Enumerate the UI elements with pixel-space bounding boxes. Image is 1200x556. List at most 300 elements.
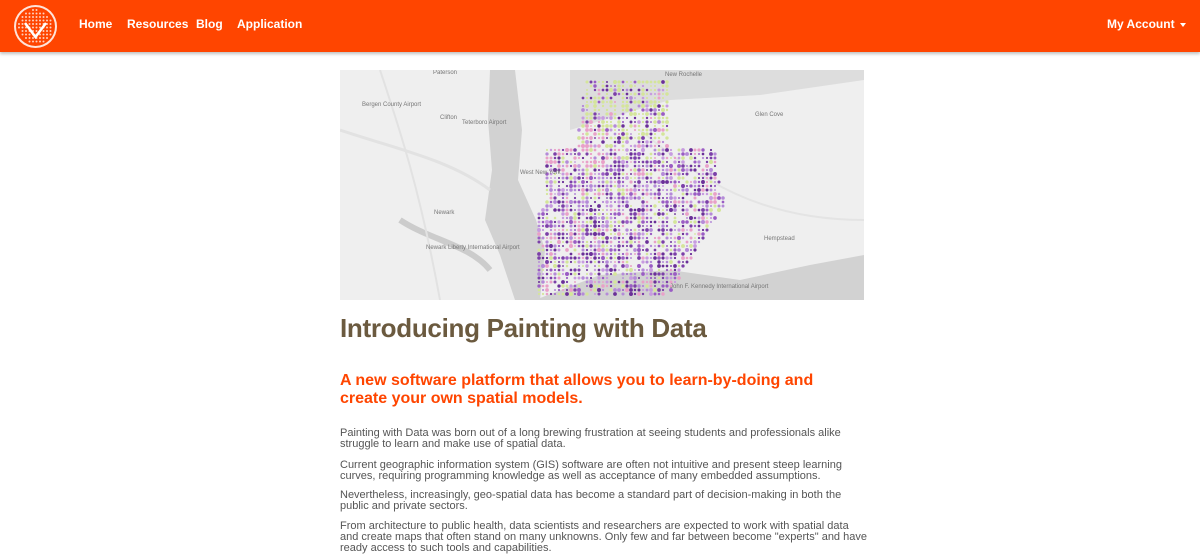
heatmap-dot <box>661 224 664 227</box>
heatmap-dot <box>686 233 689 236</box>
heatmap-dot <box>574 193 576 195</box>
heatmap-dot <box>598 177 601 180</box>
heatmap-dot <box>581 180 585 184</box>
heatmap-dot <box>633 236 636 239</box>
heatmap-dot <box>709 160 713 164</box>
heatmap-dot <box>653 212 656 215</box>
heatmap-dot <box>678 157 681 160</box>
heatmap-dot <box>694 237 696 239</box>
heatmap-dot <box>642 117 644 119</box>
heatmap-dot <box>621 124 624 127</box>
heatmap-dot <box>625 264 629 268</box>
heatmap-dot <box>598 237 600 239</box>
heatmap-dot <box>585 256 588 259</box>
heatmap-dot <box>562 289 564 291</box>
heatmap-dot <box>581 200 584 203</box>
heatmap-dot <box>650 181 653 184</box>
heatmap-dot <box>678 205 680 207</box>
heatmap-dot <box>598 185 601 188</box>
heatmap-dot <box>582 205 584 207</box>
heatmap-dot <box>573 248 576 251</box>
heatmap-dot <box>645 260 648 263</box>
heatmap-dot <box>601 96 604 99</box>
heatmap-dot <box>614 109 616 111</box>
heatmap-dot <box>570 165 572 167</box>
heatmap-dot <box>621 292 624 295</box>
heatmap-dot <box>542 257 545 260</box>
heatmap-dot <box>601 232 605 236</box>
heatmap-dot <box>645 228 649 232</box>
heatmap-dot <box>590 181 593 184</box>
heatmap-dot <box>662 125 664 127</box>
heatmap-dot <box>650 205 652 207</box>
heatmap-dot <box>677 176 681 180</box>
heatmap-dot <box>654 249 657 252</box>
heatmap-dot <box>682 177 685 180</box>
heatmap-dot <box>574 293 576 295</box>
heatmap-dot <box>641 232 644 235</box>
heatmap-dot <box>641 144 645 148</box>
heatmap-dot <box>706 169 708 171</box>
heatmap-dot <box>702 185 704 187</box>
heatmap-dot <box>677 164 681 168</box>
heatmap-dot <box>657 104 661 108</box>
my-account-label: My Account <box>1107 17 1175 31</box>
heatmap-dot <box>645 120 648 123</box>
heatmap-dot <box>562 265 564 267</box>
heatmap-dot <box>578 173 580 175</box>
heatmap-dot <box>606 205 609 208</box>
heatmap-dot <box>594 177 596 179</box>
heatmap-dot <box>626 197 629 200</box>
heatmap-dot <box>665 84 668 87</box>
heatmap-dot <box>601 156 605 160</box>
heatmap-dot <box>630 177 632 179</box>
heatmap-dot <box>593 228 597 232</box>
heatmap-dot <box>638 241 641 244</box>
heatmap-dot <box>546 193 548 195</box>
heatmap-dot <box>722 201 725 204</box>
heatmap-dot <box>602 81 604 83</box>
heatmap-dot <box>606 109 608 111</box>
heatmap-dot <box>662 121 665 124</box>
heatmap-dot <box>677 236 681 240</box>
heatmap-dot <box>589 120 593 124</box>
heatmap-dot <box>686 217 688 219</box>
heatmap-dot <box>578 169 581 172</box>
heatmap-dot <box>658 277 660 279</box>
heatmap-dot <box>553 272 556 275</box>
top-navbar <box>0 0 1200 52</box>
heatmap-dot <box>630 221 633 224</box>
heatmap-dot <box>650 285 653 288</box>
heatmap-dot <box>642 197 644 199</box>
heatmap-dot <box>614 209 616 211</box>
heatmap-dot <box>601 116 605 120</box>
heatmap-dot <box>714 185 716 187</box>
heatmap-dot <box>609 204 612 207</box>
heatmap-dot <box>581 172 584 175</box>
heatmap-dot <box>673 188 676 191</box>
heatmap-dot <box>550 165 552 167</box>
heatmap-dot <box>713 176 716 179</box>
heatmap-dot <box>574 197 576 199</box>
heatmap-dot <box>622 93 624 95</box>
heatmap-dot <box>713 204 716 207</box>
heatmap-dot <box>646 97 648 99</box>
heatmap-dot <box>642 189 645 192</box>
heatmap-dot <box>625 288 629 292</box>
heatmap-dot <box>646 173 649 176</box>
heatmap-dot <box>678 161 680 163</box>
heatmap-dot <box>565 272 569 276</box>
heatmap-dot <box>670 253 673 256</box>
heatmap-dot <box>694 185 697 188</box>
heatmap-dot <box>545 200 549 204</box>
heatmap-dot <box>637 172 641 176</box>
heatmap-dot <box>658 217 660 219</box>
heatmap-dot <box>565 148 569 152</box>
heatmap-dot <box>581 188 585 192</box>
heatmap-dot <box>626 117 628 119</box>
heatmap-dot <box>666 281 669 284</box>
heatmap-dot <box>605 144 609 148</box>
heatmap-dot <box>546 185 548 187</box>
heatmap-dot <box>682 205 684 207</box>
heatmap-dot <box>622 81 625 84</box>
heatmap-dot <box>610 229 613 232</box>
heatmap-dot <box>598 261 601 264</box>
heatmap-dot <box>606 185 609 188</box>
heatmap-dot <box>661 256 664 259</box>
heatmap-dot <box>573 272 576 275</box>
heatmap-dot <box>666 225 668 227</box>
heatmap-dot <box>642 293 644 295</box>
heatmap-dot <box>570 253 573 256</box>
heatmap-dot <box>698 173 700 175</box>
heatmap-dot <box>542 225 544 227</box>
heatmap-dot <box>654 241 657 244</box>
heatmap-dot <box>549 160 553 164</box>
heatmap-dot <box>605 156 608 159</box>
heatmap-dot <box>654 81 657 84</box>
heatmap-dot <box>601 248 605 252</box>
heatmap-dot <box>638 269 640 271</box>
heatmap-dot <box>569 200 573 204</box>
heatmap-dot <box>613 280 617 284</box>
heatmap-dot <box>617 232 621 236</box>
heatmap-dot <box>601 284 604 287</box>
heatmap-dot <box>645 176 648 179</box>
heatmap-dot <box>661 284 664 287</box>
heatmap-dot <box>558 237 561 240</box>
heatmap-dot <box>566 221 568 223</box>
heatmap-dot <box>545 204 548 207</box>
heatmap-dot <box>666 189 668 191</box>
heatmap-dot <box>645 256 648 259</box>
heatmap-dot <box>618 241 620 243</box>
heatmap-dot <box>537 272 541 276</box>
heatmap-dot <box>618 129 620 131</box>
heatmap-dot <box>618 205 621 208</box>
heatmap-dot <box>646 189 649 192</box>
heatmap-dot <box>689 236 692 239</box>
heatmap-dot <box>717 204 720 207</box>
heatmap-dot <box>641 204 644 207</box>
heatmap-dot <box>582 133 584 135</box>
heatmap-dot <box>621 128 624 131</box>
heatmap-dot <box>610 281 612 283</box>
heatmap-dot <box>542 221 545 224</box>
heatmap-dot <box>581 232 584 235</box>
heatmap-dot <box>602 193 605 196</box>
heatmap-dot <box>645 192 648 195</box>
heatmap-dot <box>697 160 700 163</box>
heatmap-dot <box>646 117 648 119</box>
heatmap-dot <box>589 136 593 140</box>
heatmap-dot <box>614 105 617 108</box>
heatmap-dot <box>550 293 552 295</box>
heatmap-dot <box>681 184 685 188</box>
nav-home-link[interactable]: Home <box>79 17 113 31</box>
heatmap-dot <box>630 149 632 151</box>
heatmap-dot <box>714 157 717 160</box>
heatmap-dot <box>637 244 640 247</box>
heatmap-dot <box>606 101 608 103</box>
heatmap-dot <box>630 145 632 147</box>
heatmap-dot <box>633 212 637 216</box>
heatmap-dot <box>686 229 688 231</box>
heatmap-dot <box>585 120 588 123</box>
heatmap-dot <box>578 209 581 212</box>
map-label: Hempstead <box>764 236 795 242</box>
heatmap-dot <box>597 276 600 279</box>
heatmap-dot <box>637 224 641 228</box>
heatmap-dot <box>545 232 549 236</box>
heatmap-dot <box>670 201 672 203</box>
heatmap-dot <box>597 144 601 148</box>
heatmap-dot <box>625 228 628 231</box>
heatmap-dot <box>614 145 617 148</box>
heatmap-dot <box>546 253 548 255</box>
heatmap-dot <box>586 161 589 164</box>
heatmap-dot <box>542 285 545 288</box>
heatmap-dot <box>586 241 589 244</box>
heatmap-dot <box>554 269 556 271</box>
heatmap-dot <box>654 293 657 296</box>
heatmap-dot <box>662 85 665 88</box>
heatmap-dot <box>646 169 648 171</box>
heatmap-dot <box>582 161 584 163</box>
heatmap-dot <box>685 248 689 252</box>
heatmap-dot <box>581 108 585 112</box>
heatmap-dot <box>622 245 624 247</box>
heatmap-dot <box>637 100 641 104</box>
heatmap-dot <box>557 272 560 275</box>
heatmap-dot <box>654 157 656 159</box>
heatmap-dot <box>654 221 657 224</box>
heatmap-dot <box>622 289 624 291</box>
heatmap-dot <box>562 153 565 156</box>
heatmap-dot <box>549 188 553 192</box>
heatmap-dot <box>537 212 540 215</box>
heatmap-dot <box>590 257 592 259</box>
heatmap-dot <box>637 252 640 255</box>
heatmap-dot <box>654 253 656 255</box>
heatmap-dot <box>686 257 689 260</box>
heatmap-dot <box>650 233 652 235</box>
heatmap-dot <box>549 204 553 208</box>
heatmap-dot <box>681 228 685 232</box>
heatmap-dot <box>657 288 661 292</box>
heatmap-dot <box>582 121 585 124</box>
heatmap-dot <box>582 249 585 252</box>
heatmap-dot <box>634 117 636 119</box>
heatmap-dot <box>590 85 593 88</box>
heatmap-dot <box>542 293 544 295</box>
heatmap-dot <box>634 289 636 291</box>
heatmap-dot <box>626 153 628 155</box>
heatmap-dot <box>710 185 712 187</box>
heatmap-dot <box>545 152 548 155</box>
heatmap-dot <box>637 196 641 200</box>
heatmap-dot <box>701 148 704 151</box>
heatmap-dot <box>622 209 624 211</box>
heatmap-dot <box>593 256 597 260</box>
heatmap-dot <box>558 181 560 183</box>
heatmap-dot <box>662 169 665 172</box>
heatmap-dot <box>661 152 664 155</box>
heatmap-dot <box>598 209 600 211</box>
heatmap-dot <box>617 196 620 199</box>
heatmap-dot <box>653 128 657 132</box>
heatmap-dot <box>581 236 585 240</box>
heatmap-dot <box>598 121 600 123</box>
heatmap-dot <box>637 152 641 156</box>
heatmap-dot <box>562 261 565 264</box>
heatmap-dot <box>677 248 681 252</box>
heatmap-dot <box>618 249 621 252</box>
heatmap-dot <box>653 112 656 115</box>
heatmap-dot <box>629 284 633 288</box>
heatmap-dot <box>678 265 680 267</box>
heatmap-dot <box>542 269 544 271</box>
my-account-dropdown[interactable] <box>1107 17 1186 31</box>
heatmap-dot <box>597 124 600 127</box>
heatmap-dot <box>537 228 541 232</box>
heatmap-dot <box>642 121 644 123</box>
heatmap-dot <box>650 225 652 227</box>
heatmap-dot <box>566 241 569 244</box>
heatmap-dot <box>577 228 581 232</box>
heatmap-dot <box>618 149 620 151</box>
heatmap-dot <box>606 89 609 92</box>
heatmap-dot <box>594 89 596 91</box>
heatmap-dot <box>625 148 629 152</box>
heatmap-dot <box>646 201 649 204</box>
nav-blog-link[interactable]: Blog <box>196 17 223 31</box>
heatmap-dot <box>606 217 609 220</box>
heatmap-dot <box>702 177 704 179</box>
heatmap-dot <box>657 272 660 275</box>
heatmap-dot <box>602 149 604 151</box>
heatmap-dot <box>665 136 668 139</box>
logo-icon[interactable] <box>14 5 57 48</box>
heatmap-dot <box>585 140 589 144</box>
heatmap-dot <box>646 213 648 215</box>
heatmap-dot <box>606 245 608 247</box>
heatmap-dot <box>538 269 541 272</box>
heatmap-dot <box>637 284 640 287</box>
heatmap-dot <box>666 129 669 132</box>
heatmap-dot <box>569 236 573 240</box>
heatmap-dot <box>653 280 656 283</box>
heatmap-dot <box>554 293 556 295</box>
heatmap-dot <box>565 212 569 216</box>
heatmap-dot <box>654 285 656 287</box>
heatmap-dot <box>657 256 661 260</box>
heatmap-dot <box>621 272 624 275</box>
heatmap-dot <box>650 173 653 176</box>
heatmap-dot <box>629 112 633 116</box>
heatmap-dot <box>614 261 616 263</box>
heatmap-dot <box>610 181 613 184</box>
heatmap-dot <box>562 165 564 167</box>
heatmap-dot <box>605 292 608 295</box>
heatmap-dot <box>566 277 568 279</box>
heatmap-dot <box>614 269 617 272</box>
heatmap-dot <box>626 93 629 96</box>
heatmap-dot <box>574 161 576 163</box>
heatmap-dot <box>614 225 616 227</box>
heatmap-dot <box>549 256 553 260</box>
heatmap-dot <box>646 273 648 275</box>
heatmap-dot <box>613 160 616 163</box>
heatmap-dot <box>549 220 553 224</box>
heatmap-dot <box>550 261 552 263</box>
heatmap-dot <box>598 113 600 115</box>
heatmap-dot <box>709 168 713 172</box>
heatmap-dot <box>685 220 689 224</box>
heatmap-dot <box>618 117 621 120</box>
heatmap-dot <box>637 236 640 239</box>
heatmap-dot <box>670 233 673 236</box>
heatmap-dot <box>661 180 665 184</box>
heatmap-dot <box>666 245 668 247</box>
heatmap-dot <box>666 221 668 223</box>
heatmap-dot <box>706 181 708 183</box>
heatmap-dot <box>634 209 637 212</box>
nav-resources-link[interactable]: Resources <box>127 17 189 31</box>
heatmap-dot <box>633 232 636 235</box>
heatmap-dot <box>653 204 657 208</box>
heatmap-dot <box>657 252 661 256</box>
heatmap-dot <box>629 208 633 212</box>
heatmap-dot <box>638 113 640 115</box>
nav-application-link[interactable]: Application <box>237 17 303 31</box>
heatmap-dot <box>597 244 600 247</box>
heatmap-dot <box>669 208 673 212</box>
heatmap-dot <box>562 245 564 247</box>
heatmap-dot <box>586 97 588 99</box>
heatmap-dot <box>538 289 541 292</box>
heatmap-dot <box>581 192 585 196</box>
heatmap-dot <box>713 172 717 176</box>
heatmap-dot <box>658 201 660 203</box>
heatmap-dot <box>617 244 621 248</box>
heatmap-dot <box>641 212 644 215</box>
heatmap-dot <box>601 124 604 127</box>
